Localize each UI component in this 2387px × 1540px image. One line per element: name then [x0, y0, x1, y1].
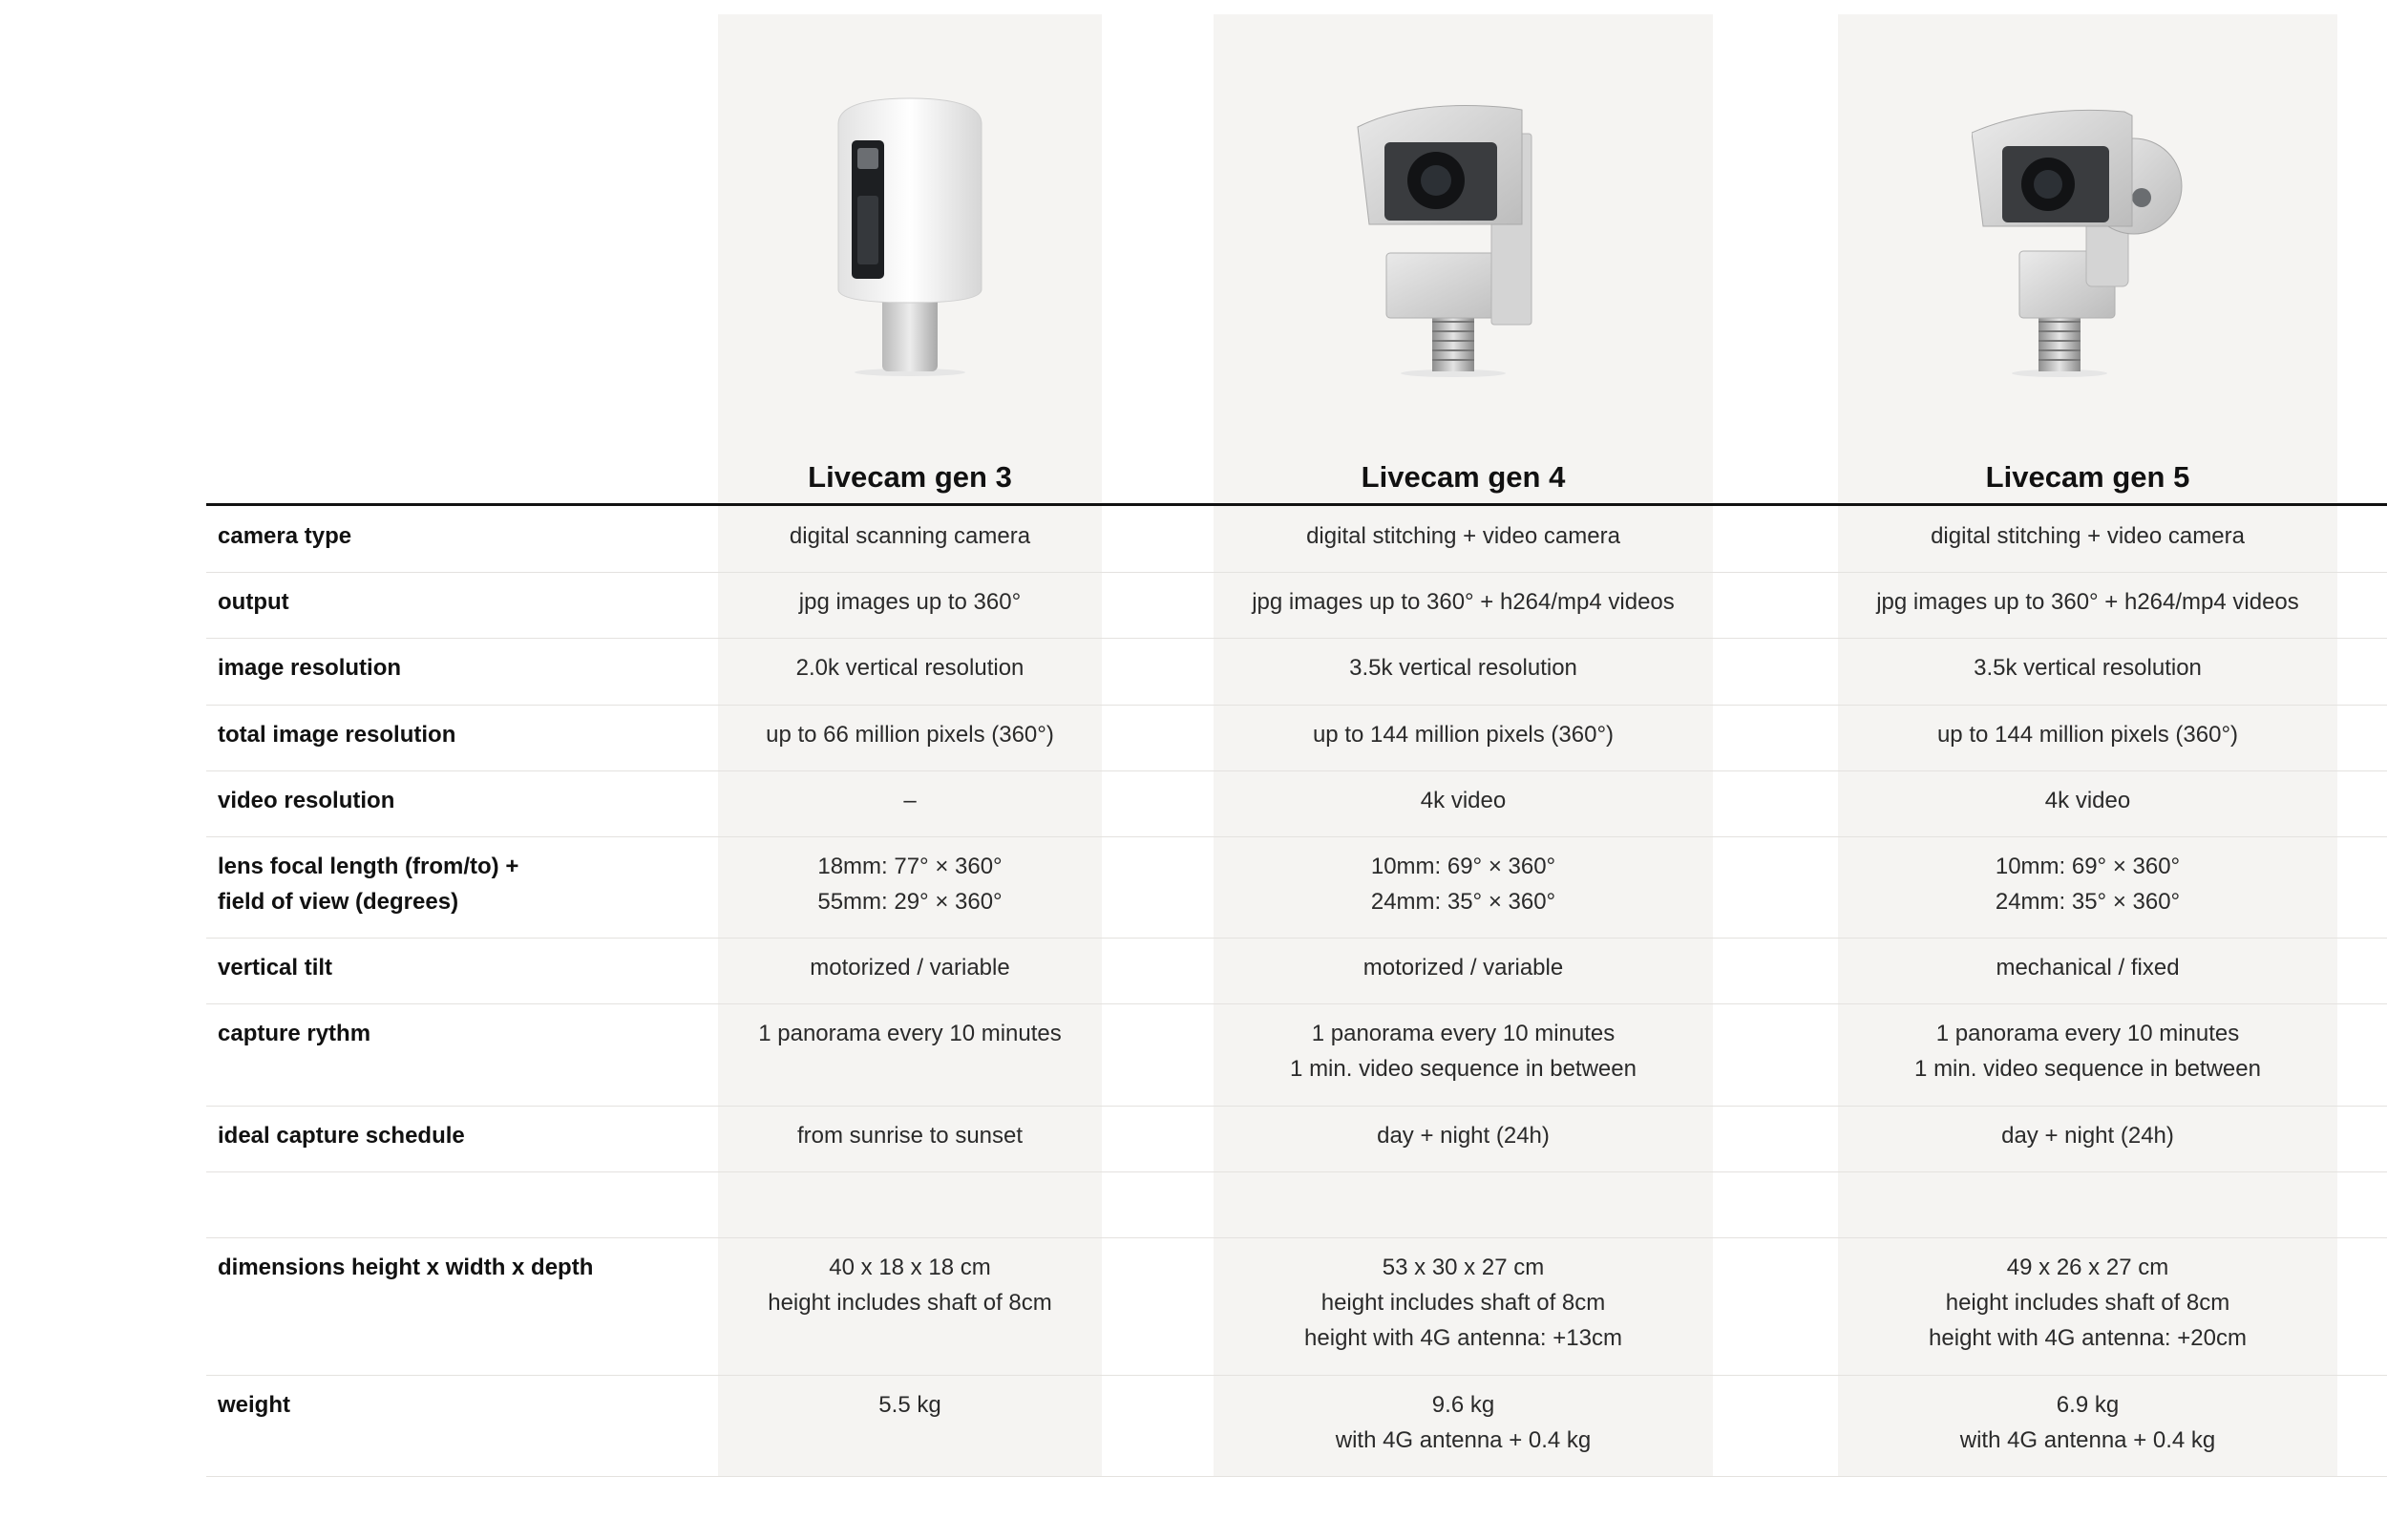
spec-value-gen3 [718, 638, 1102, 705]
spec-value-gen5 [1838, 506, 2337, 572]
spec-label-line: camera type [218, 523, 352, 549]
spec-label-line: total image resolution [218, 722, 456, 748]
spec-value-line: with 4G antenna + 0.4 kg [1959, 1427, 2216, 1453]
spec-value-line: 55mm: 29° × 360° [817, 889, 1003, 915]
spec-label [218, 836, 714, 938]
spec-label [218, 1237, 714, 1375]
spec-value-line: 24mm: 35° × 360° [1370, 889, 1556, 915]
spec-value-gen3 [718, 572, 1102, 638]
spec-label [218, 770, 714, 836]
spec-value-gen5 [1838, 638, 2337, 705]
spec-value-gen5 [1838, 938, 2337, 1003]
spec-value-line: 18mm: 77° × 360° [817, 854, 1003, 879]
spec-value-gen5 [1838, 770, 2337, 836]
spec-row [206, 1375, 2387, 1477]
spec-label-line: image resolution [218, 655, 402, 681]
livecam-gen5-camera-image [1972, 91, 2204, 377]
spec-value-line: 4k video [1420, 788, 1507, 813]
spec-value-gen4 [1214, 938, 1713, 1003]
spec-label-line: video resolution [218, 788, 395, 813]
spec-value-gen5 [1838, 705, 2337, 770]
spec-value-gen4 [1214, 506, 1713, 572]
spec-value-line: from sunrise to sunset [796, 1123, 1024, 1149]
spec-value-gen3 [718, 1003, 1102, 1106]
product-name-gen4: Livecam gen 4 [1361, 460, 1566, 494]
spec-label [218, 1171, 714, 1237]
spec-value-gen3 [718, 1106, 1102, 1171]
spec-value-line: 49 x 26 x 27 cm [2006, 1255, 2169, 1280]
spec-label [218, 506, 714, 572]
spec-value-gen5 [1838, 1003, 2337, 1106]
spec-value-gen3 [718, 1375, 1102, 1476]
livecam-gen4-camera-image [1348, 91, 1578, 377]
spec-value-gen3 [718, 1171, 1102, 1237]
spec-value-line: height with 4G antenna: +13cm [1304, 1325, 1622, 1351]
spec-value-line: with 4G antenna + 0.4 kg [1335, 1427, 1592, 1453]
spec-row [206, 1106, 2387, 1172]
spec-value-line: day + night (24h) [2001, 1123, 2174, 1149]
spec-value-gen4 [1214, 1375, 1713, 1476]
spec-value-line: day + night (24h) [1377, 1123, 1550, 1149]
spec-value-line: motorized / variable [1362, 955, 1564, 981]
spec-value-line: jpg images up to 360° + h264/mp4 videos [1876, 589, 2299, 615]
spec-value-line: 1 panorama every 10 minutes [758, 1021, 1062, 1046]
spec-value-line: 53 x 30 x 27 cm [1382, 1255, 1545, 1280]
spec-value-line: 1 panorama every 10 minutes [1311, 1021, 1616, 1046]
spec-value-gen3 [718, 705, 1102, 770]
spec-value-gen5 [1838, 1375, 2337, 1476]
spec-value-gen4 [1214, 1237, 1713, 1375]
spec-value-line: jpg images up to 360° + h264/mp4 videos [1252, 589, 1675, 615]
spec-value-line: 10mm: 69° × 360° [1995, 854, 2181, 879]
spec-value-line: 10mm: 69° × 360° [1370, 854, 1556, 879]
spec-value-line: 1 panorama every 10 minutes [1935, 1021, 2240, 1046]
spec-value-gen4 [1214, 770, 1713, 836]
spec-label-line: weight [218, 1392, 290, 1418]
spec-value-gen5 [1838, 572, 2337, 638]
spec-value-gen3 [718, 836, 1102, 938]
spec-label-line: lens focal length (from/to) + [218, 854, 519, 879]
spec-row [206, 938, 2387, 1004]
spec-row [206, 506, 2387, 573]
spec-value-gen5 [1838, 836, 2337, 938]
spec-value-line: mechanical / fixed [1996, 955, 2180, 981]
spec-label-line: dimensions height x width x depth [218, 1255, 594, 1280]
spec-value-line: height includes shaft of 8cm [1320, 1290, 1606, 1316]
spec-value-line: 1 min. video sequence in between [1914, 1056, 2261, 1082]
spec-value-line: height includes shaft of 8cm [768, 1290, 1052, 1316]
spec-label-line: field of view (degrees) [218, 889, 459, 915]
spec-value-line: 24mm: 35° × 360° [1995, 889, 2181, 915]
spec-label [218, 705, 714, 770]
spec-row [206, 1237, 2387, 1376]
spec-label [218, 572, 714, 638]
spec-value-line: digital scanning camera [789, 523, 1031, 549]
spec-value-line: height includes shaft of 8cm [1945, 1290, 2230, 1316]
spec-label [218, 1106, 714, 1171]
spec-row [206, 705, 2387, 771]
spec-value-gen4 [1214, 1003, 1713, 1106]
spec-label-line: vertical tilt [218, 955, 333, 981]
product-name-gen5: Livecam gen 5 [1985, 460, 2190, 494]
spec-label [218, 938, 714, 1003]
spec-value-gen4 [1214, 638, 1713, 705]
spec-value-line: 40 x 18 x 18 cm [829, 1255, 991, 1280]
spec-value-gen4 [1214, 836, 1713, 938]
spec-value-line: digital stitching + video camera [1306, 523, 1620, 549]
spec-row [206, 638, 2387, 706]
spec-value-gen5 [1838, 1106, 2337, 1171]
spec-row [206, 770, 2387, 837]
spec-value-line: 1 min. video sequence in between [1290, 1056, 1637, 1082]
spec-value-gen4 [1214, 1106, 1713, 1171]
spec-value-line: 9.6 kg [1431, 1392, 1495, 1418]
spec-row [206, 1171, 2387, 1238]
spec-value-line: – [903, 788, 917, 813]
spec-value-line: up to 144 million pixels (360°) [1936, 722, 2239, 748]
spec-value-gen4 [1214, 705, 1713, 770]
spec-value-line: motorized / variable [810, 955, 1010, 981]
spec-label-line: ideal capture schedule [218, 1123, 465, 1149]
product-name-gen3: Livecam gen 3 [808, 460, 1012, 494]
spec-value-line: 3.5k vertical resolution [1974, 655, 2202, 681]
spec-value-line: 2.0k vertical resolution [795, 655, 1025, 681]
spec-value-line: 5.5 kg [878, 1392, 941, 1418]
spec-value-line: 3.5k vertical resolution [1349, 655, 1577, 681]
spec-value-gen4 [1214, 1171, 1713, 1237]
spec-label [218, 638, 714, 705]
spec-value-line: digital stitching + video camera [1931, 523, 2245, 549]
spec-value-gen3 [718, 770, 1102, 836]
livecam-gen3-camera-image [813, 91, 1006, 377]
spec-value-gen5 [1838, 1237, 2337, 1375]
spec-value-line: up to 66 million pixels (360°) [766, 722, 1054, 748]
spec-label [218, 1003, 714, 1106]
spec-label [218, 1375, 714, 1476]
spec-value-line: 6.9 kg [2056, 1392, 2120, 1418]
spec-value-gen3 [718, 1237, 1102, 1375]
spec-value-line: jpg images up to 360° [798, 589, 1022, 615]
spec-label-line: output [218, 589, 289, 615]
spec-value-gen3 [718, 938, 1102, 1003]
spec-value-line: up to 144 million pixels (360°) [1312, 722, 1615, 748]
spec-value-gen4 [1214, 572, 1713, 638]
spec-row [206, 1003, 2387, 1107]
spec-row [206, 836, 2387, 939]
spec-value-gen5 [1838, 1171, 2337, 1237]
spec-value-gen3 [718, 506, 1102, 572]
spec-value-line: height with 4G antenna: +20cm [1929, 1325, 2247, 1351]
spec-value-line: 4k video [2044, 788, 2131, 813]
spec-label-line: capture rythm [218, 1021, 371, 1046]
spec-row [206, 572, 2387, 639]
